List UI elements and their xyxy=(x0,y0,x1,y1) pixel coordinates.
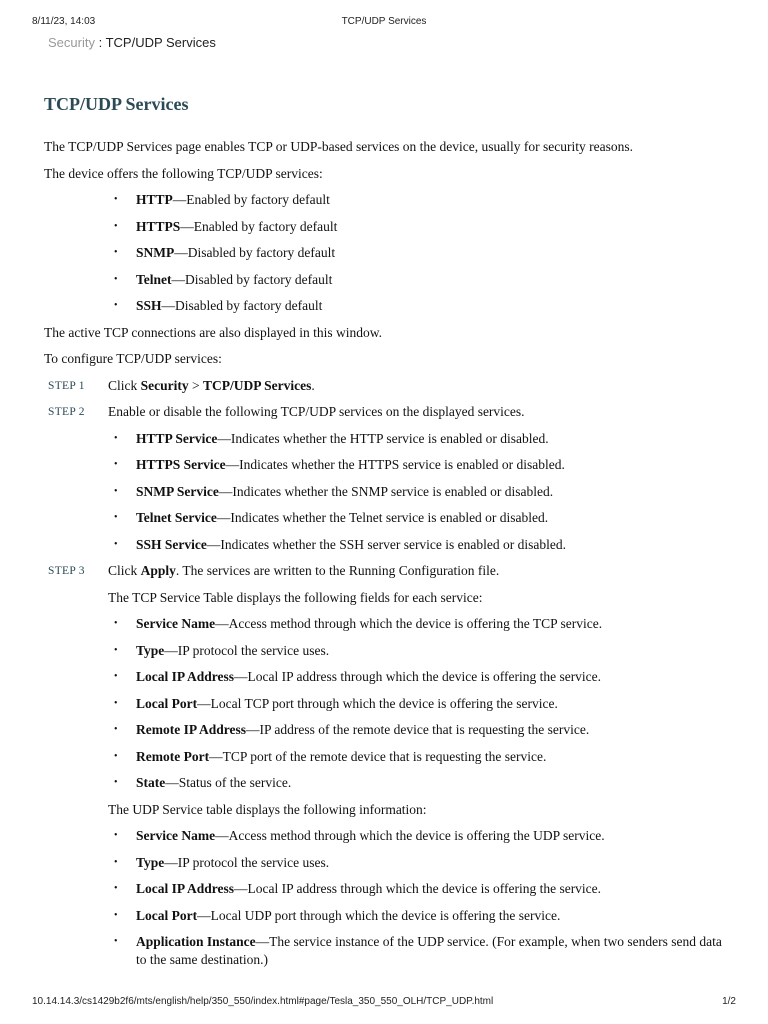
list-item: • SSH Service—Indicates whether the SSH server service is enabled or disabled. xyxy=(44,536,724,554)
list-item: • HTTP Service—Indicates whether the HTTP service is enabled or disabled. xyxy=(44,430,724,448)
list-item: • Local IP Address—Local IP address through which the device is offering the service. xyxy=(44,880,724,898)
list-item: • HTTPS—Enabled by factory default xyxy=(44,218,724,236)
list-item: • Telnet Service—Indicates whether the Telnet service is enabled or disabled. xyxy=(44,509,724,527)
list-item: • Type—IP protocol the service uses. xyxy=(44,854,724,872)
list-item: • SSH—Disabled by factory default xyxy=(44,297,724,315)
list-item: • Remote Port—TCP port of the remote device that is requesting the service. xyxy=(44,748,724,766)
udp-fields-list xyxy=(44,827,724,969)
configure-intro: To configure TCP/UDP services: xyxy=(44,351,222,366)
step-2: STEP 2 Enable or disable the following TCP/UDP services on the displayed services. xyxy=(48,404,525,419)
print-date: 8/11/23, 14:03 xyxy=(32,16,96,27)
step2-services-list xyxy=(44,430,724,554)
page-number: 1/2 xyxy=(722,996,736,1007)
list-item: • Local Port—Local UDP port through which the device is offering the service. xyxy=(44,907,724,925)
step-3: STEP 3 Click Apply. The services are written to the Running Configuration file. xyxy=(48,563,500,578)
step-label: STEP 1 xyxy=(48,379,85,392)
breadcrumb-current: TCP/UDP Services xyxy=(105,35,216,50)
print-footer xyxy=(0,996,768,1010)
list-item: • Local Port—Local TCP port through which the device is offering the service. xyxy=(44,695,724,713)
list-item: • Type—IP protocol the service uses. xyxy=(44,642,724,660)
list-item: • SNMP—Disabled by factory default xyxy=(44,244,724,262)
page-title: TCP/UDP Services xyxy=(44,94,189,114)
intro-paragraph: The TCP/UDP Services page enables TCP or UDP-based services on the device, usually for security reasons. xyxy=(44,139,633,154)
list-item: • Remote IP Address—IP address of the remote device that is requesting the service. xyxy=(44,721,724,739)
udp-table-intro: The UDP Service table displays the following information: xyxy=(108,801,427,817)
list-item: • HTTPS Service—Indicates whether the HTTPS service is enabled or disabled. xyxy=(44,456,724,474)
list-item: • SNMP Service—Indicates whether the SNMP service is enabled or disabled. xyxy=(44,483,724,501)
tcp-fields-list xyxy=(44,615,724,792)
active-connections-note: The active TCP connections are also displayed in this window. xyxy=(44,324,383,340)
print-header xyxy=(0,16,768,30)
help-content xyxy=(44,92,724,978)
step-label: STEP 2 xyxy=(48,406,85,418)
services-list xyxy=(44,191,724,315)
breadcrumb-separator: : xyxy=(94,35,106,50)
list-item: • Service Name—Access method through which the device is offering the UDP service. xyxy=(44,827,724,845)
list-item: • Telnet—Disabled by factory default xyxy=(44,271,724,289)
breadcrumb-link-security[interactable]: Security xyxy=(48,35,95,50)
list-item: • HTTP—Enabled by factory default xyxy=(44,191,724,209)
services-intro: The device offers the following TCP/UDP services: xyxy=(44,165,323,181)
print-title: TCP/UDP Services xyxy=(341,16,427,27)
tcp-table-intro: The TCP Service Table displays the following fields for each service: xyxy=(108,589,483,605)
page-url: 10.14.14.3/cs1429b2f6/mts/english/help/350_550/index.html#page/Tesla_350_550_OLH/TCP_UDP.html xyxy=(32,996,494,1007)
list-item: • State—Status of the service. xyxy=(44,774,724,792)
step-1: STEP 1 Click Security > TCP/UDP Services. xyxy=(48,377,315,393)
step-label: STEP 3 xyxy=(48,565,85,577)
list-item: • Application Instance—The service instance of the UDP service. (For example, when two senders send data to the same destination.) xyxy=(44,933,724,969)
breadcrumb xyxy=(48,35,216,50)
list-item: • Service Name—Access method through which the device is offering the TCP service. xyxy=(44,615,724,633)
list-item: • Local IP Address—Local IP address through which the device is offering the service. xyxy=(44,668,724,686)
